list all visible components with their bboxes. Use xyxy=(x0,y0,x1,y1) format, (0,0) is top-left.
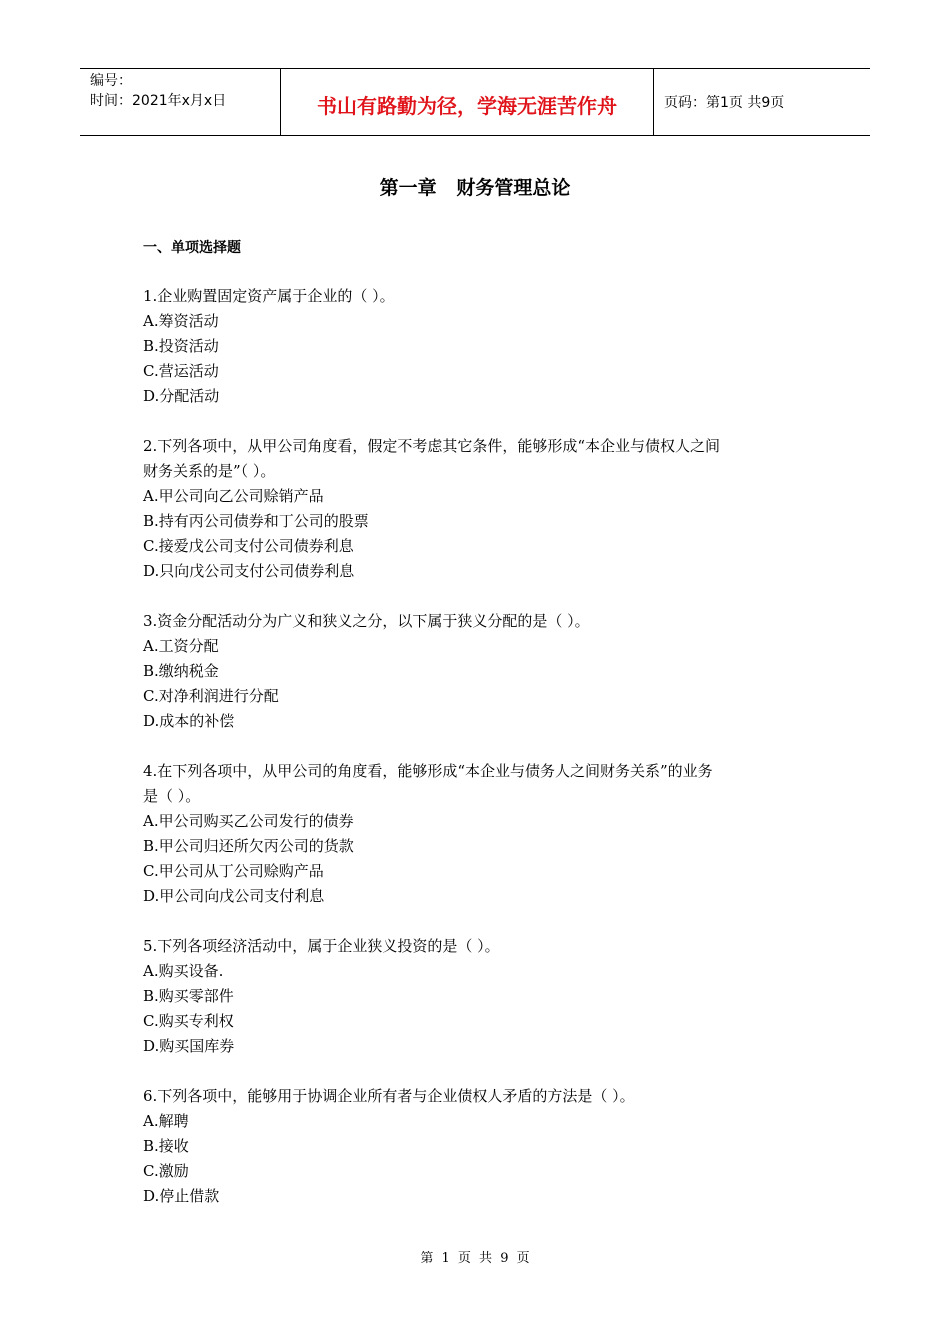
option-d: D.分配活动 xyxy=(143,387,220,405)
question-stem: 3.资金分配活动分为广义和狭义之分，以下属于狭义分配的是（ ）。 xyxy=(143,612,590,630)
section-title: 一、单项选择题 xyxy=(143,240,241,256)
page-header xyxy=(80,68,870,136)
option-a: A.购买设备. xyxy=(143,962,224,980)
header-meta xyxy=(80,69,281,135)
option-a: A.甲公司向乙公司赊销产品 xyxy=(143,487,324,505)
option-a: A.筹资活动 xyxy=(143,312,219,330)
chapter-title: 第一章 财务管理总论 xyxy=(379,177,571,199)
option-c: C.营运活动 xyxy=(143,362,219,380)
question-list xyxy=(143,284,823,1234)
header-motto: 书山有路勤为径，学海无涯苦作舟 xyxy=(281,69,654,135)
option-c: C.对净利润进行分配 xyxy=(143,687,279,705)
option-a: A.甲公司购买乙公司发行的债券 xyxy=(143,812,354,830)
question-stem: 4.在下列各项中，从甲公司的角度看，能够形成“本企业与债务人之间财务关系”的业务 xyxy=(143,762,713,780)
option-d: D.停止借款 xyxy=(143,1187,220,1205)
document-number-label: 编号： xyxy=(90,73,132,89)
option-c: C.购买专利权 xyxy=(143,1012,234,1030)
document-time-label: 时间：2021年x月x日 xyxy=(90,93,227,109)
option-d: D.只向戊公司支付公司债券利息 xyxy=(143,562,355,580)
option-b: B.购买零部件 xyxy=(143,987,234,1005)
option-c: C.甲公司从丁公司赊购产品 xyxy=(143,862,324,880)
option-d: D.甲公司向戊公司支付利息 xyxy=(143,887,325,905)
question-stem: 1.企业购置固定资产属于企业的（ ）。 xyxy=(143,287,395,305)
option-a: A.解聘 xyxy=(143,1112,189,1130)
option-c: C.接爱戊公司支付公司债券利息 xyxy=(143,537,354,555)
option-b: B.持有丙公司债券和丁公司的股票 xyxy=(143,512,369,530)
question-2 xyxy=(143,434,823,584)
option-d: D.成本的补偿 xyxy=(143,712,235,730)
option-c: C.激励 xyxy=(143,1162,189,1180)
question-stem: 2.下列各项中，从甲公司角度看，假定不考虑其它条件，能够形成“本企业与债权人之间 xyxy=(143,437,720,455)
option-b: B.接收 xyxy=(143,1137,189,1155)
question-6 xyxy=(143,1084,823,1209)
page-footer: 第 1 页 共 9 页 xyxy=(420,1251,530,1266)
question-4 xyxy=(143,759,823,909)
option-b: B.甲公司归还所欠丙公司的货款 xyxy=(143,837,354,855)
option-b: B.投资活动 xyxy=(143,337,219,355)
question-stem-continued: 财务关系的是”（ ）。 xyxy=(143,462,276,480)
option-a: A.工资分配 xyxy=(143,637,219,655)
question-stem-continued: 是（ ）。 xyxy=(143,787,201,805)
question-3 xyxy=(143,609,823,734)
question-5 xyxy=(143,934,823,1059)
option-d: D.购买国库券 xyxy=(143,1037,235,1055)
question-1 xyxy=(143,284,823,409)
question-stem: 6.下列各项中，能够用于协调企业所有者与企业债权人矛盾的方法是（ ）。 xyxy=(143,1087,635,1105)
header-page-info: 页码：第1页 共9页 xyxy=(664,95,785,111)
question-stem: 5.下列各项经济活动中，属于企业狭义投资的是（ ）。 xyxy=(143,937,500,955)
option-b: B.缴纳税金 xyxy=(143,662,219,680)
